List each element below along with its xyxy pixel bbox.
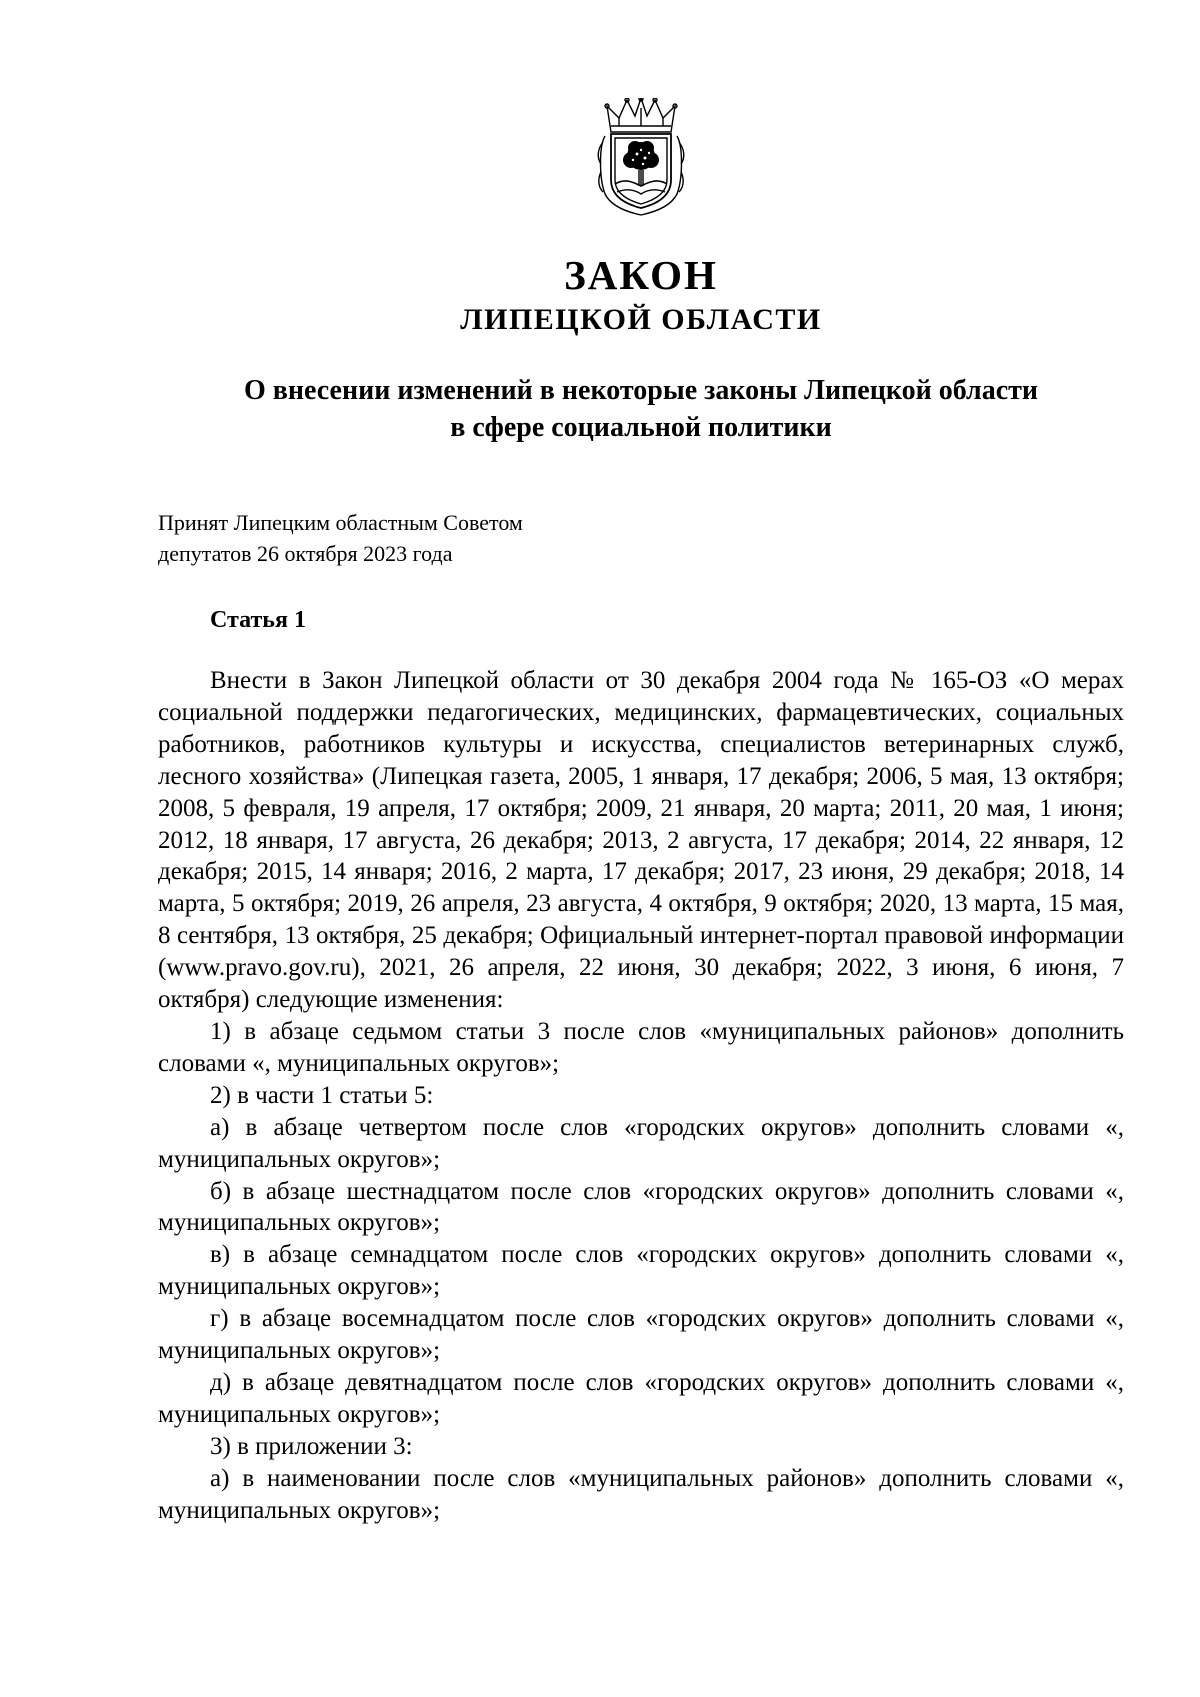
adoption-line-2: депутатов 26 октября 2023 года	[158, 541, 453, 566]
article-paragraph: 3) в приложении 3:	[210, 1432, 413, 1460]
adoption-line-1: Принят Липецким областным Советом	[158, 510, 523, 535]
adoption-note	[158, 507, 858, 569]
coat-of-arms-icon	[597, 98, 685, 216]
region-title: ЛИПЕЦКОЙ ОБЛАСТИ	[460, 303, 822, 336]
document-heading-line-1: О внесении изменений в некоторые законы Липецкой области	[243, 375, 1039, 406]
article-paragraph: 2) в части 1 статьи 5:	[210, 1081, 434, 1109]
article-paragraph: а) в наименовании после слов «муниципальных районов» дополнить словами «, муниципальных округов»;	[158, 1464, 1124, 1524]
document-heading-line-2: в сфере социальной политики	[450, 412, 832, 443]
article-title: Статья 1	[210, 607, 306, 633]
document-heading	[158, 372, 1124, 446]
article-paragraph: в) в абзаце семнадцатом после слов «городских округов» дополнить словами «, муниципальных округов»;	[158, 1241, 1124, 1301]
article-paragraph: д) в абзаце девятнадцатом после слов «городских округов» дополнить словами «, муниципальных округов»;	[158, 1368, 1124, 1428]
article-paragraph: б) в абзаце шестнадцатом после слов «городских округов» дополнить словами «, муниципальных округов»;	[158, 1177, 1124, 1237]
article-paragraph: а) в абзаце четвертом после слов «городских округов» дополнить словами «, муниципальных округов»;	[158, 1113, 1124, 1173]
article-paragraph: 1) в абзаце седьмом статьи 3 после слов «муниципальных районов» дополнить словами «, муниципальных округов»;	[158, 1017, 1124, 1077]
law-title: ЗАКОН	[564, 252, 718, 298]
article-paragraph: Внести в Закон Липецкой области от 30 декабря 2004 года № 165-ОЗ «О мерах социальной поддержки педагогических, медицинских, фармацевтических, социальных работников, работников культуры и искусства, специалистов ветеринарных служб, лесного хозяйства» (Липецкая газета, 2005, 1 января, 17 декабря; 2006, 5 мая, 13 октября; 2008, 5 февраля, 19 апреля, 17 октября; 2009, 21 января, 20 марта; 2011, 20 мая, 1 июня; 2012, 18 января, 17 августа, 26 декабря; 2013, 2 августа, 17 декабря; 2014, 22 января, 12 декабря; 2015, 14 января; 2016, 2 марта, 17 декабря; 2017, 23 июня, 29 декабря; 2018, 14 марта, 5 октября; 2019, 26 апреля, 23 августа, 4 октября, 9 октября; 2020, 13 марта, 15 мая, 8 сентября, 13 октября, 25 декабря; Официальный интернет-портал правовой информации (www.pravo.gov.ru), 2021, 26 апреля, 22 июня, 30 декабря; 2022, 3 июня, 6 июня, 7 октября) следующие изменения:	[158, 667, 1124, 1014]
article-body	[158, 665, 1124, 1526]
article-paragraph: г) в абзаце восемнадцатом после слов «городских округов» дополнить словами «, муниципальных округов»;	[158, 1305, 1124, 1365]
